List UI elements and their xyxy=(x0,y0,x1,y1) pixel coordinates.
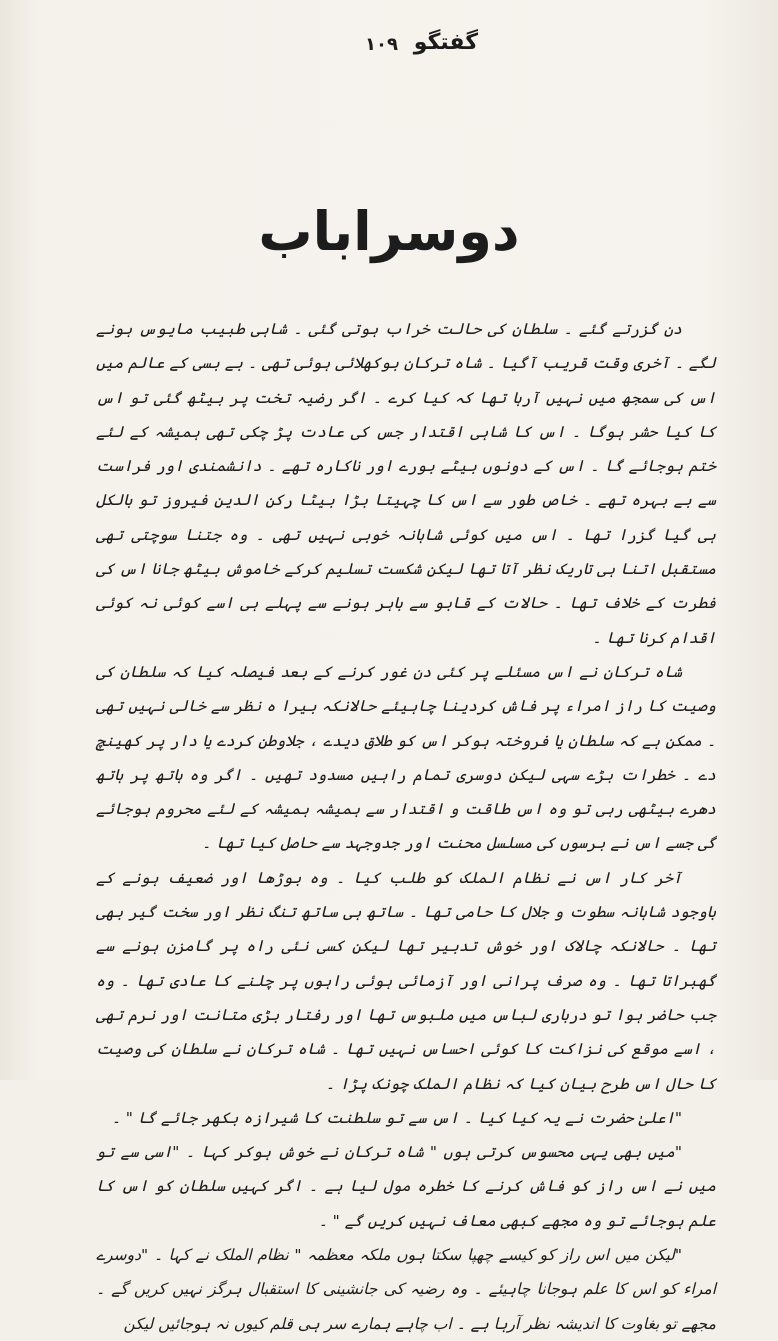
page-header xyxy=(0,22,778,62)
bleed-through-text xyxy=(458,110,718,125)
chapter-heading: دوسراباب xyxy=(258,200,520,263)
paragraph: شاہ ترکان نے اس مسئلے پر کئی دن غور کرنے کے بعد فیصلہ کیا کہ سلطان کی وصیت کا راز امراء پر فاش کردینا چاہیئے حالانکہ بیرا ہ نظر سے خالی نہیں تھی ۔ ممکن ہے کہ سلطان یا فروختہ ہوکر اس کو طلاق دیدے ، جلاوطن کردے یا دار پر کھینچ دے ۔ خطرات بڑے سہی لیکن دوسری تمام راہیں مسدود تھیں ۔ اگر وہ ہاتھ پر ہاتھ دھرے بیٹھی رہی تو وہ اس طاقت و اقتدار سے ہمیشہ ہمیشہ کے لئے محروم ہوجائے گی جسے اس نے برسوں کی مسلسل محنت اور جدوجہد سے حاصل کیا تھا ۔ xyxy=(96,662,716,853)
paragraph: دن گزرتے گئے ۔ سلطان کی حالت خراب ہوتی گئی ۔ شاہی طبیب مایوس ہونے لگے ۔ آخری وقت قریب آگیا ۔ شاہ ترکان بوکھلائی ہوئی تھی ۔ بے بسی کے عالم میں اس کی سمجھ میں نہیں آرہا تھا کہ کیا کرے ۔ اگر رضیہ تخت پر بیٹھ گئی تو اس کا کیا حشر ہوگا ۔ اس کا شاہی اقتدار جس کی عادت پڑ چکی تھی ہمیشہ کے لئے ختم ہوجائے گا ۔ اس کے دونوں بیٹے بورے اور ناکارہ تھے ۔ دانشمندی اور فراست سے بے بہرہ تھے ۔ خاص طور سے اس کا چہیتا بڑا بیٹا رکن الدین فیروز تو بالکل ہی گیا گزرا تھا ۔ اس میں کوئی شاہانہ خوبی نہیں تھی ۔ وہ جتنا سوچتی تھی مستقبل اتنا ہی تاریک نظر آتا تھا لیکن شکست تسلیم کرکے خاموش بیٹھ جانا اس کی فطرت کے خلاف تھا ۔ حالات کے قابو سے باہر ہونے سے پہلے ہی اسے کوئی نہ کوئی اقدام کرنا تھا ۔ xyxy=(96,320,716,647)
dialogue-line: "لیکن میں اس راز کو کیسے چھپا سکتا ہوں ملکہ معظمہ " نظام الملک نے کہا ۔ "دوسرے امراء کو اس کا علم ہوجانا چاہیئے ۔ وہ رضیہ کی جانشینی کا استقبال ہرگز نہیں کریں گے ۔ مجھے تو بغاوت کا اندیشہ نظر آرہا ہے ۔ اب چاہے ہمارے سر ہی قلم کیوں نہ ہوجائیں لیکن xyxy=(96,1246,716,1333)
running-title: گفتگو xyxy=(413,30,478,55)
dialogue-line: "میں بھی یہی محسوس کرتی ہوں " شاہ ترکان نے خوش ہوکر کہا ۔ "اسی سے تو میں نے اس راز کو فاش کرنے کا خطرہ مول لیا ہے ۔ اگر کہیں سلطان کو اس کا علم ہوجائے تو وہ مجھے کبھی معاف نہیں کریں گے " ۔ xyxy=(96,1143,716,1230)
paragraph: آخر کار اس نے نظام الملک کو طلب کیا ۔ وہ بوڑھا اور ضعیف ہونے کے باوجود شاہانہ سطوت و جلال کا حامی تھا ۔ ساتھ ہی ساتھ تنگ نظر اور سخت گیر بھی تھا ۔ حالانکہ چالاک اور خوش تدبیر تھا لیکن کسی نئی راہ پر گامزن ہونے سے گھبراتا تھا ۔ وہ صرف پرانی اور آزمائی ہوئی راہوں پر چلنے کا عادی تھا ۔ وہ جب حاضر ہوا تو درباری لباس میں ملبوس تھا اور رفتار بڑی متانت اور نرم تھی ، اسے موقع کی نزاکت کا کوئی احساس نہیں تھا ۔ شاہ ترکان نے سلطان کی وصیت کا حال اس طرح بیان کیا کہ نظام الملک چونک پڑا ۔ xyxy=(96,868,716,1093)
page-number: ۱۰۹ xyxy=(365,34,398,55)
dialogue-line: "اعلیٰ حضرت نے یہ کیا کیا ۔ اس سے تو سلطنت کا شیرازہ بکھر جائے گا " ۔ xyxy=(111,1108,682,1127)
chapter-body xyxy=(96,312,716,1341)
